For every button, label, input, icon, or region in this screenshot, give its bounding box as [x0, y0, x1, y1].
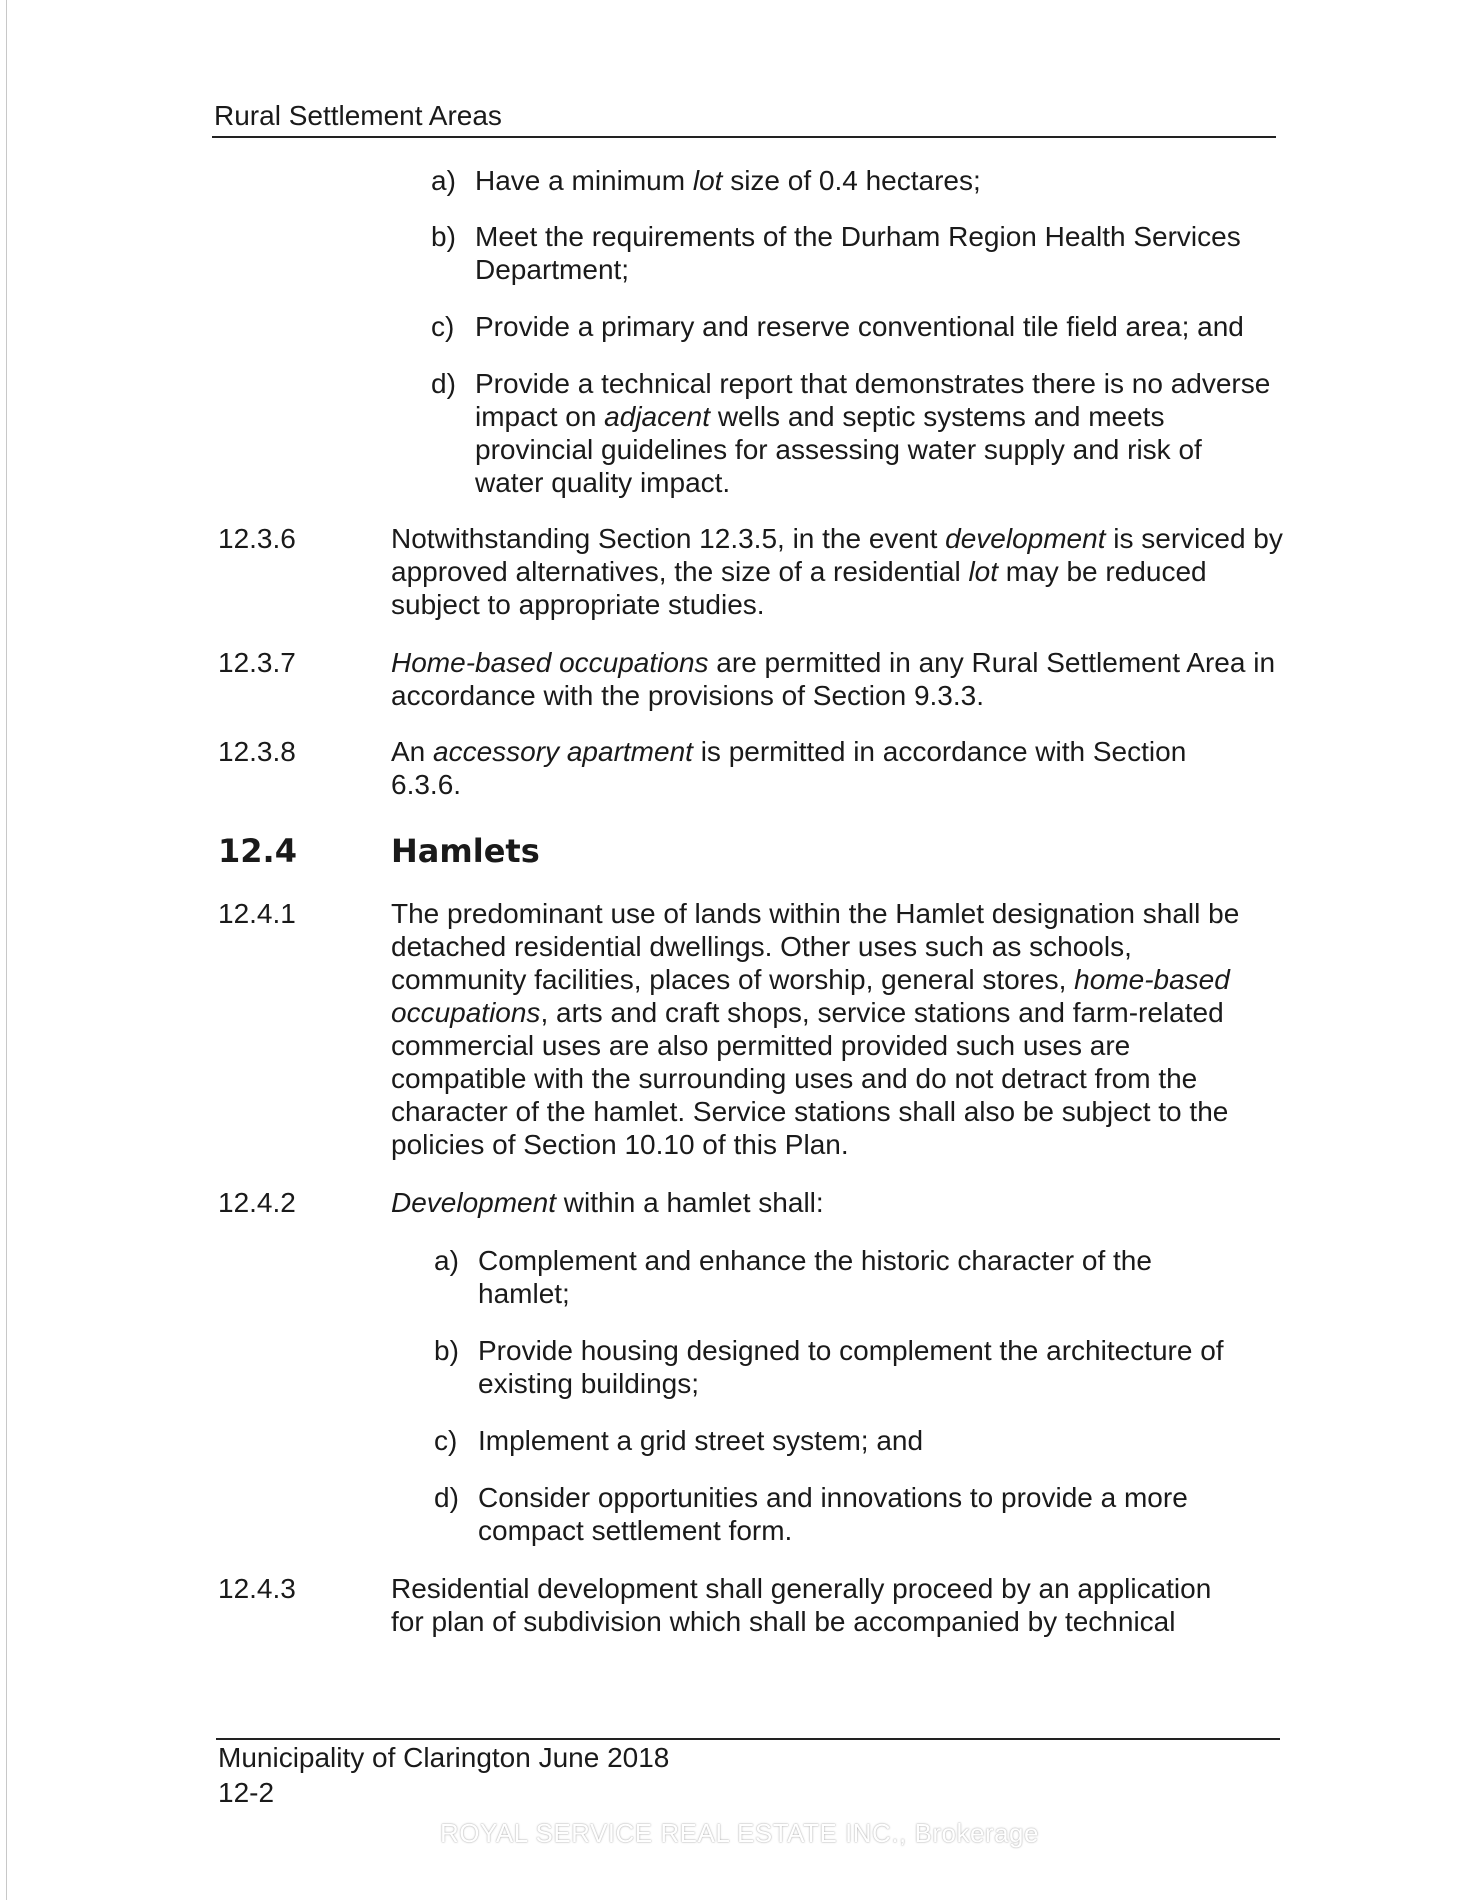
running-header: Rural Settlement Areas [214, 100, 502, 131]
list-marker: a) [431, 165, 456, 196]
footer-publisher: Municipality of Clarington June 2018 [218, 1742, 670, 1773]
italic-term: lot [692, 165, 723, 196]
brokerage-watermark: ROYAL SERVICE REAL ESTATE INC., Brokerage [440, 1818, 1039, 1848]
list-item-text: Meet the requirements of the Durham Region Health Services Department; [475, 221, 1241, 285]
header-rule [212, 136, 1276, 138]
list-item-text: Complement and enhance the historic character of the hamlet; [478, 1245, 1152, 1309]
section-number: 12.3.7 [218, 647, 296, 678]
italic-term: development [945, 523, 1106, 554]
scan-edge-line [6, 0, 7, 1900]
list-marker: b) [431, 221, 456, 252]
section-text: Notwithstanding Section 12.3.5, in the event development is serviced by approved alternatives, the size of a residential lot may be reduced subject to appropriate studies. [391, 523, 1283, 620]
list-marker: d) [434, 1482, 459, 1513]
list-marker: d) [431, 368, 456, 399]
italic-term: lot [968, 556, 999, 587]
italic-term: home-based occupations [391, 964, 1230, 1028]
list-marker: c) [434, 1425, 458, 1456]
italic-term: adjacent [604, 401, 711, 432]
section-text: Development within a hamlet shall: [391, 1187, 824, 1218]
heading-title: Hamlets [391, 832, 540, 870]
section-text: The predominant use of lands within the Hamlet designation shall be detached residential dwellings. Other uses such as schools, community facilities, places of worship, general stores, home-based occupations, arts and craft shops, service stations and farm-related commercial uses are also permitted provided such uses are compatible with the surrounding uses and do not detract from the character of the hamlet. Service stations shall also be subject to the policies of Section 10.10 of this Plan. [391, 898, 1240, 1160]
page-number: 12-2 [218, 1777, 275, 1808]
section-number: 12.4.2 [218, 1187, 296, 1218]
list-item-text: Consider opportunities and innovations to provide a more compact settlement form. [478, 1482, 1188, 1546]
list-marker: a) [434, 1245, 459, 1276]
list-item-text: Provide a technical report that demonstrates there is no adverse impact on adjacent wells and septic systems and meets provincial guidelines for assessing water supply and risk of water quality impact. [475, 368, 1271, 498]
section-number: 12.4.3 [218, 1573, 296, 1604]
list-item-text: Provide a primary and reserve conventional tile field area; and [475, 311, 1244, 342]
heading-number: 12.4 [218, 832, 297, 870]
list-item-text: Have a minimum lot size of 0.4 hectares; [475, 165, 981, 196]
list-item-text: Implement a grid street system; and [478, 1425, 924, 1456]
italic-term: accessory apartment [433, 736, 693, 767]
section-number: 12.3.8 [218, 736, 296, 767]
italic-term: Development [391, 1187, 556, 1218]
italic-term: Home-based occupations [391, 647, 709, 678]
section-text: Residential development shall generally proceed by an application for plan of subdivision which shall be accompanied by technical [391, 1573, 1212, 1637]
list-item-text: Provide housing designed to complement the architecture of existing buildings; [478, 1335, 1224, 1399]
list-marker: b) [434, 1335, 459, 1366]
section-number: 12.4.1 [218, 898, 296, 929]
footer-rule [216, 1738, 1280, 1740]
list-marker: c) [431, 311, 455, 342]
section-text: An accessory apartment is permitted in accordance with Section 6.3.6. [391, 736, 1187, 800]
section-number: 12.3.6 [218, 523, 296, 554]
section-text: Home-based occupations are permitted in any Rural Settlement Area in accordance with the provisions of Section 9.3.3. [391, 647, 1276, 711]
